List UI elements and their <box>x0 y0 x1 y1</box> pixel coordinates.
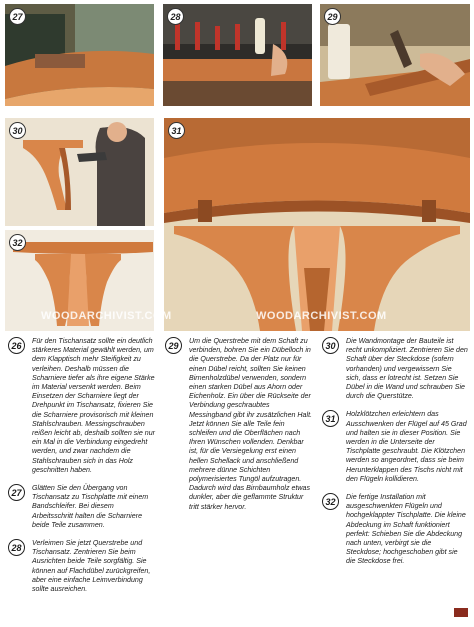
photo-step-29 <box>320 4 470 106</box>
step-number: 31 <box>322 410 339 427</box>
page-corner-marker <box>454 608 468 617</box>
photo-number-badge: 28 <box>167 8 184 25</box>
step-number: 27 <box>8 484 25 501</box>
photo-number-badge: 30 <box>9 122 26 139</box>
photo-number-badge: 31 <box>168 122 185 139</box>
step-text: Die Wandmontage der Bauteile ist recht unkompliziert. Zentrieren Sie den Schaft über der Steckdose (sofern vorhanden) und vergewissern Sie sich, dass er lotrecht ist. Setzen Sie Dübel in die Wand und schrauben Sie durch die Querstütze. <box>346 337 468 401</box>
photo-31-illustration <box>164 118 470 331</box>
step-27 <box>6 484 156 530</box>
photo-30-illustration <box>5 118 154 226</box>
step-text: Die fertige Installation mit ausgeschwenkten Flügeln und hochgeklappter Tischplatte. Die kleine Abdeckung im Schaft funktioniert perfekt: Schieben Sie die Abdeckung nach unten, verbirgt sie die Steckdose; hochgeschoben gibt sie die Steckdose frei. <box>346 493 466 566</box>
step-26 <box>6 337 156 475</box>
photo-number-badge: 29 <box>324 8 341 25</box>
step-number: 26 <box>8 337 25 354</box>
text-column-1 <box>6 337 156 603</box>
step-text: Holzklötzchen erleichtern das Ausschwenken der Flügel auf 45 Grad und halten sie in dieser Position. Sie werden in die Unterseite der Tischplatte geschraubt. Die Klötzchen werden so angeordnet, dass sie beim Herunterklappen des Tischs nicht mit den Flügeln kollidieren. <box>346 410 467 483</box>
step-31 <box>320 410 468 484</box>
step-text: Um die Querstrebe mit dem Schaft zu verbinden, bohren Sie ein Dübelloch in die Querstrebe. Da der Platz nur für einen Dübel reicht, sollten Sie keinen Birnenholzdübel verwenden, sondern einen starken Dübel aus Ahorn oder Eichenholz. Ein über die Rückseite der Verbindung geschraubtes Messingband gibt ihr zusätzlichen Halt. Jetzt können Sie alle Teile fein schleifen und die Oberflächen nach Ihren Wünschen vollenden. Denkbar ist, für die Versiegelung erst einen hellen Schellack und anschließend mehrere dünne Schichten polymerisiertes Tungöl aufzutragen. Dadurch wird das Birnbaumholz etwas dunkler, aber die geflammte Struktur tritt stärker hervor. <box>189 337 313 511</box>
watermark-left: WOODARCHIVIST.COM <box>41 310 172 322</box>
step-number: 32 <box>322 493 339 510</box>
photo-step-28 <box>163 4 312 106</box>
photo-27-illustration <box>5 4 154 106</box>
step-number: 29 <box>165 337 182 354</box>
photo-number-badge: 27 <box>9 8 26 25</box>
step-30 <box>320 337 468 401</box>
step-32 <box>320 493 468 567</box>
watermark-right: WOODARCHIVIST.COM <box>256 310 387 322</box>
photo-step-31 <box>164 118 470 331</box>
photo-number-badge: 32 <box>9 234 26 251</box>
photo-step-30 <box>5 118 154 226</box>
photo-28-illustration <box>163 4 312 106</box>
text-column-2 <box>163 337 313 521</box>
step-text: Verleimen Sie jetzt Querstrebe und Tischansatz. Zentrieren Sie beim Ausrichten beide Teile sorgfältig. Sie können auf Flachdübel zurückgreifen, aber eine einfache Leimverbindung sollte ausreichen. <box>32 539 151 594</box>
photo-step-27 <box>5 4 154 106</box>
step-text: Für den Tischansatz sollte ein deutlich stärkeres Material gewählt werden, um dem Klapptisch mehr Steifigkeit zu verleihen. Deshalb müssen die Scharniere tiefer als ihre eigene Stärke im Material versenkt werden. Beim Einsetzen der Scharniere liegt der Drehpunkt im Tischansatz, fixieren Sie die Scharniere provisorisch mit kleinen Stahlschrauben. Messingschrauben reißen leicht ab, deshalb sollten sie nur ein Mal in die Verbindung eingedreht werden, und zwar nachdem die Stahlschrauben sich in das Holz geschnitten haben. <box>32 337 156 474</box>
photo-step-32 <box>5 230 172 331</box>
text-column-3 <box>320 337 468 576</box>
step-number: 28 <box>8 539 25 556</box>
step-text: Glätten Sie den Übergang von Tischansatz zu Tischplatte mit einem Bandschleifer. Bei diesem Arbeitsschritt halten die Scharniere beide Teile zusammen. <box>32 484 149 529</box>
step-29 <box>163 337 313 512</box>
step-28 <box>6 539 156 594</box>
photo-29-illustration <box>320 4 470 106</box>
step-number: 30 <box>322 337 339 354</box>
